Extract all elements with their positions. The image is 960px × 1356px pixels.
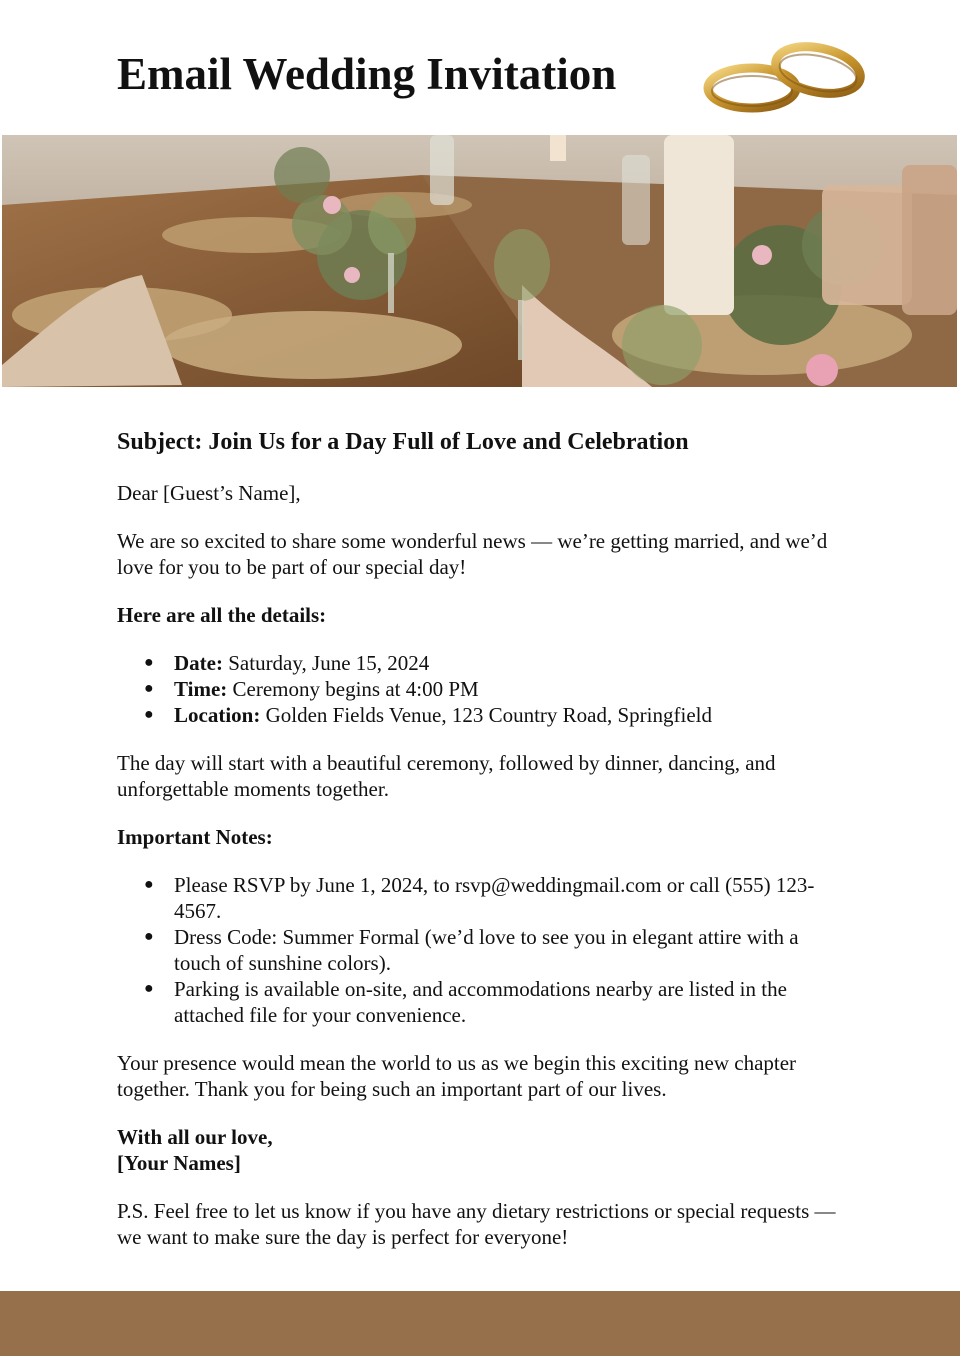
- detail-date-label: Date:: [174, 651, 223, 675]
- detail-date-value: Saturday, June 15, 2024: [222, 651, 430, 675]
- detail-location: [174, 702, 847, 728]
- email-subject: Subject: Join Us for a Day Full of Love and Celebration: [117, 429, 689, 455]
- details-heading: Here are all the details:: [117, 603, 327, 627]
- intro-paragraph: We are so excited to share some wonderful news — we’re getting married, and we’d love for you to be part of our special day!: [117, 529, 828, 579]
- detail-location-value: Golden Fields Venue, 123 Country Road, Springfield: [260, 703, 712, 727]
- signature-names: [Your Names]: [117, 1151, 241, 1175]
- details-list: [117, 650, 847, 728]
- sign-off: With all our love,: [117, 1125, 273, 1149]
- detail-time: [174, 676, 847, 702]
- postscript: P.S. Feel free to let us know if you have any dietary restrictions or special requests — we want to make sure the day is perfect for everyone!: [117, 1199, 836, 1249]
- note-rsvp: ● Please RSVP by June 1, 2024, to rsvp@weddingmail.com or call (555) 123-4567.: [174, 872, 847, 924]
- detail-date: [174, 650, 847, 676]
- greeting: Dear [Guest’s Name],: [117, 481, 301, 505]
- dining-table-photo: [2, 135, 957, 387]
- page-title: Email Wedding Invitation: [117, 49, 617, 99]
- signature-block: [117, 1124, 847, 1176]
- banner-image: [2, 135, 957, 387]
- detail-time-label: Time:: [174, 677, 228, 701]
- detail-location-label: Location:: [174, 703, 261, 727]
- notes-heading: Important Notes:: [117, 825, 273, 849]
- email-body: [117, 426, 847, 1272]
- note-dress-code: ● Dress Code: Summer Formal (we’d love to see you in elegant attire with a touch of sunshine colors).: [174, 924, 847, 976]
- detail-time-value: Ceremony begins at 4:00 PM: [227, 677, 479, 701]
- notes-list: [117, 872, 847, 1028]
- day-description: The day will start with a beautiful ceremony, followed by dinner, dancing, and unforgettable moments together.: [117, 751, 776, 801]
- note-parking: ● Parking is available on-site, and accommodations nearby are listed in the attached file for your convenience.: [174, 976, 847, 1028]
- wedding-rings-icon: [700, 38, 870, 114]
- closing-message: Your presence would mean the world to us as we begin this exciting new chapter together. Thank you for being such an important part of our lives.: [117, 1051, 797, 1101]
- footer-bar: [0, 1291, 960, 1356]
